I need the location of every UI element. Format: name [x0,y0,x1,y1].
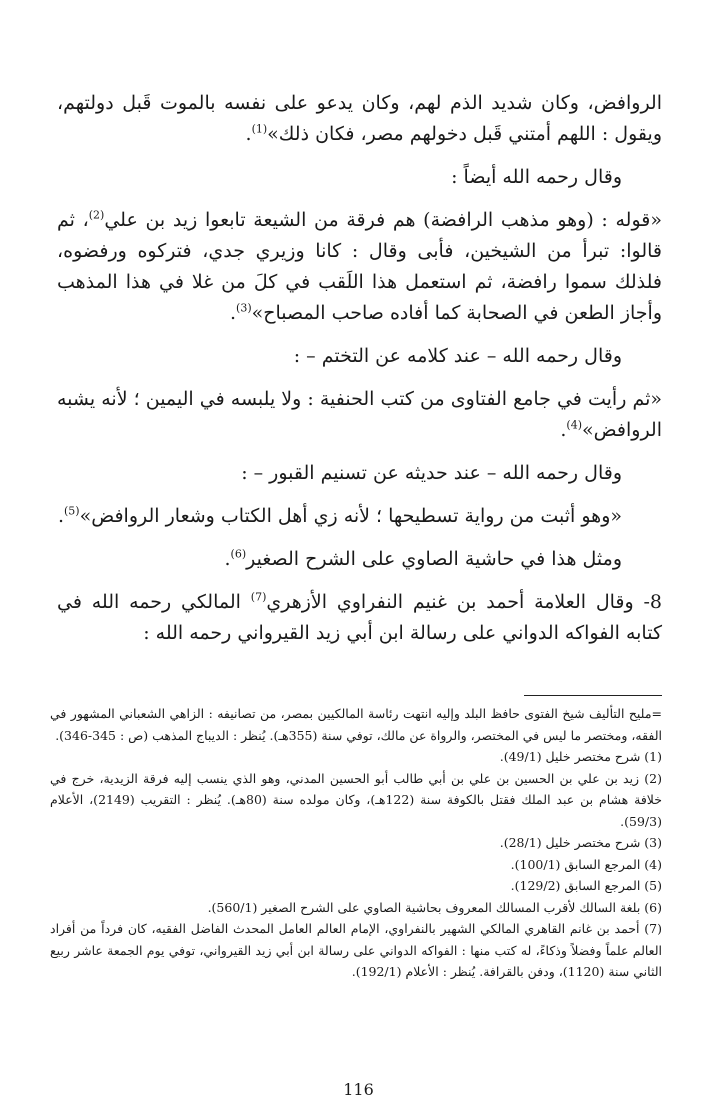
paragraph-5-tail: . [560,419,567,441]
paragraph-9 [57,587,662,649]
main-body [57,88,662,661]
page-number: 116 [343,1080,374,1099]
footnote-3: (3) شرح مختصر خليل (28/1). [499,835,662,850]
footnote-2: (2) زيد بن علي بن الحسين بن علي بن أبي طالب أبو الحسين المدني، وهو الذي ينسب إليه فرقة الزيدية، خرج في خلافة هشام بن عبد الملك فقتل بالكوفة سنة (122هـ)، وكان مولده سنة (80هـ). يُنظر : التقريب (2149)، الأعلام (59/3). [50,770,662,829]
paragraph-8 [57,544,662,575]
paragraph-6: وقال رحمه الله – عند حديثه عن تسنيم القبور – : [241,462,622,484]
footnote-ref-7: (7) [250,590,267,604]
footnote-7: (7) أحمد بن غانم القاهري المالكي الشهير بالنفراوي، الإمام العالم العامل المحدث الفاضل الفقيه، كان فرداً من أفراد العالم علماً وفضلاً وذكاءً، له كتب منها : الفواكه الدواني على رسالة ابن أبي زيد القيرواني، توفي يوم الجمعة عاشر ربيع الثاني سنة (1120)، ودفن بالقرافة. يُنظر : الأعلام (192/1). [50,921,662,979]
paragraph-4: وقال رحمه الله – عند كلامه عن التختم – : [293,345,622,367]
footnote-divider [524,695,662,696]
paragraph-9-text-a: 8- وقال العلامة أحمد بن غنيم النفراوي الأزهري [266,591,662,613]
footnote-ref-5: (5) [63,504,80,518]
paragraph-3-tail: . [229,302,237,324]
paragraph-1-text: الروافض، وكان شديد الذم لهم، وكان يدعو على نفسه بالموت قَبل دولتهم، ويقول : اللهم أمتني قَبل دخولهم مصر، فكان ذلك» [57,92,662,145]
footnote-6: (6) بلغة السالك لأقرب المسالك المعروف بحاشية الصاوي على الشرح الصغير (560/1). [207,899,662,915]
paragraph-3 [57,205,662,329]
paragraph-8-tail: . [224,548,231,570]
footnote-1: (1) شرح مختصر خليل (49/1). [499,749,662,764]
footnote-ref-6: (6) [230,547,247,561]
paragraph-8-text: ومثل هذا في حاشية الصاوي على الشرح الصغير [246,548,622,570]
footnote-5: (5) المرجع السابق (129/2). [510,878,662,893]
paragraph-5-text: «ثم رأيت في جامع الفتاوى من كتب الحنفية : ولا يلبسه في اليمين ؛ لأنه يشبه الروافض» [57,388,662,441]
paragraph-7-tail: . [57,505,64,527]
paragraph-9-text-b: المالكي رحمه الله في كتابه الفواكه الدواني على رسالة ابن أبي زيد القيرواني رحمه الله : [57,591,662,644]
footnote-ref-1: (1) [251,122,268,136]
paragraph-3-text-b: ، ثم قالوا: تبرأ من الشيخين، فأبى وقال : كانا وزيري جدي، فتركوه ورفضوه، فلذلك سموا رافضة، ثم استعمل هذا اللَقب في كلَ من غلا في هذا المذهب وأجاز الطعن في الصحابة كما أفاده صاحب المصباح» [57,209,662,324]
paragraph-2: وقال رحمه الله أيضاً : [451,166,622,188]
footnote-ref-3: (3) [236,301,252,315]
footnotes-section [50,703,662,983]
paragraph-7 [57,501,662,532]
paragraph-5 [57,384,662,446]
paragraph-7-text: «وهو أثبت من رواية تسطيحها ؛ لأنه زي أهل الكتاب وشعار الروافض» [79,505,622,527]
footnote-ref-4: (4) [566,418,582,432]
footnote-continuation: =مليح التأليف شيخ الفتوى حافظ البلد وإليه انتهت رئاسة المالكيين بمصر، من تصانيفه : الزاهي الشعباني المشهور في الفقه، ومختصر ما ليس في المختصر، والرواة عن مالك، توفي سنة (355هـ). يُنظر : الديباج المذهب (ص : 345-346). [50,706,662,743]
paragraph-3-text-a: «قوله : (وهو مذهب الرافضة) هم فرقة من الشيعة تابعوا زيد بن علي [104,209,662,231]
footnote-4: (4) المرجع السابق (100/1). [510,856,662,872]
footnote-ref-2: (2) [88,208,105,222]
paragraph-1-tail: . [245,123,252,145]
paragraph-1 [57,88,662,150]
